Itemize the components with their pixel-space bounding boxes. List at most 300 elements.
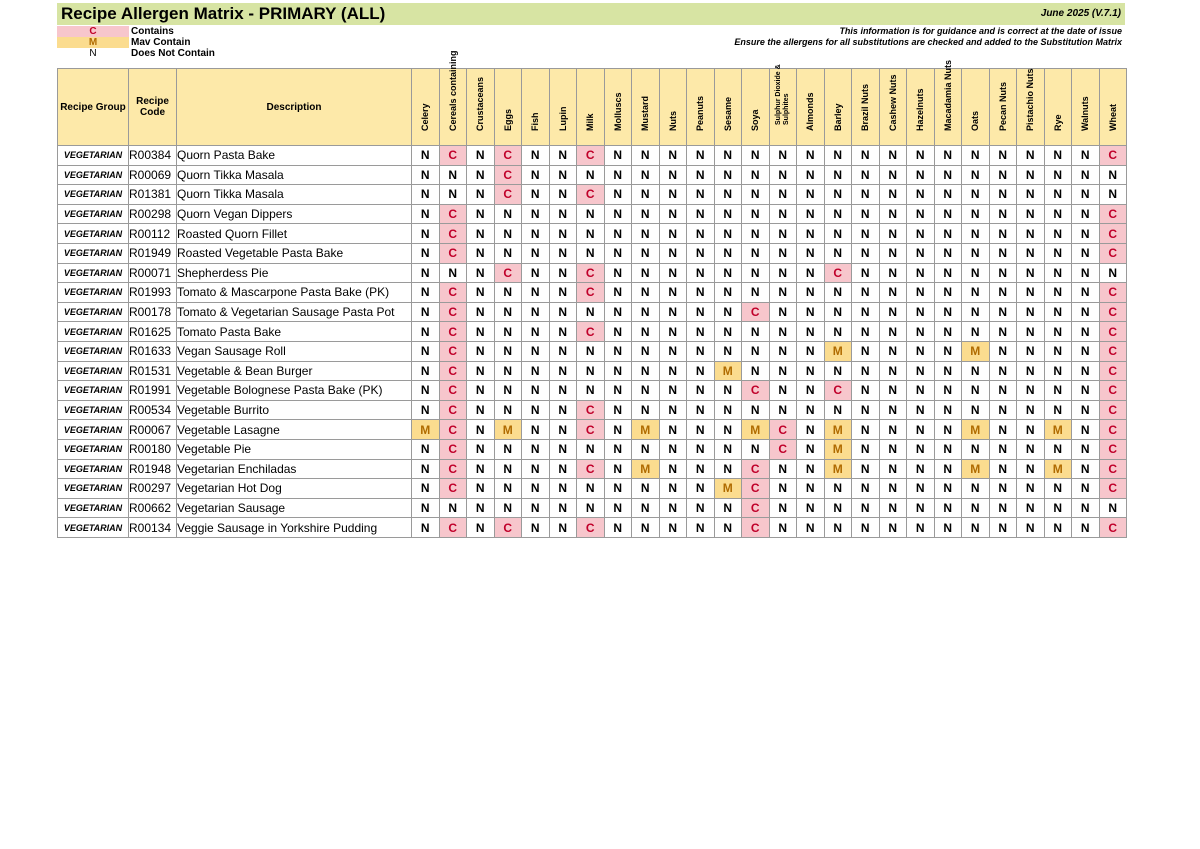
allergen-value-cell: N	[962, 381, 990, 401]
allergen-value-cell: N	[989, 224, 1017, 244]
allergen-value-cell: N	[742, 341, 770, 361]
allergen-value-cell: N	[1017, 224, 1045, 244]
allergen-value-cell: N	[742, 243, 770, 263]
allergen-value-cell: N	[1072, 146, 1100, 166]
allergen-label: Walnuts	[1080, 96, 1091, 131]
allergen-value-cell: N	[522, 204, 550, 224]
table-header-row	[58, 69, 1127, 146]
allergen-value-cell: N	[467, 381, 495, 401]
allergen-value-cell: N	[989, 263, 1017, 283]
recipe-code-cell: R01991	[129, 381, 177, 401]
allergen-value-cell: N	[522, 302, 550, 322]
column-header-allergen	[907, 69, 935, 146]
allergen-value-cell: N	[549, 185, 577, 205]
allergen-value-cell: N	[824, 185, 852, 205]
allergen-value-cell: C	[577, 185, 605, 205]
allergen-value-cell: N	[852, 243, 880, 263]
allergen-value-cell: N	[632, 243, 660, 263]
allergen-value-cell: C	[439, 204, 467, 224]
allergen-value-cell: C	[439, 420, 467, 440]
allergen-value-cell: N	[522, 322, 550, 342]
allergen-value-cell: N	[879, 263, 907, 283]
allergen-value-cell: N	[797, 341, 825, 361]
allergen-value-cell: N	[549, 420, 577, 440]
recipe-code-cell: R01948	[129, 459, 177, 479]
allergen-value-cell: N	[852, 146, 880, 166]
table-body	[58, 146, 1127, 538]
recipe-group-cell: VEGETARIAN	[58, 146, 129, 166]
allergen-value-cell: N	[549, 224, 577, 244]
allergen-value-cell: M	[632, 420, 660, 440]
allergen-value-cell: N	[522, 341, 550, 361]
allergen-value-cell: N	[714, 146, 742, 166]
allergen-value-cell: N	[989, 361, 1017, 381]
allergen-value-cell: N	[1099, 498, 1127, 518]
allergen-value-cell: N	[1017, 459, 1045, 479]
allergen-value-cell: N	[604, 146, 632, 166]
allergen-value-cell: N	[1017, 185, 1045, 205]
recipe-group-cell: VEGETARIAN	[58, 400, 129, 420]
allergen-value-cell: N	[412, 518, 440, 538]
allergen-value-cell: N	[1044, 479, 1072, 499]
allergen-value-cell: N	[797, 165, 825, 185]
allergen-value-cell: C	[577, 322, 605, 342]
column-header-allergen	[962, 69, 990, 146]
allergen-label: Pistachio Nuts	[1025, 68, 1036, 131]
allergen-label: Cashew Nuts	[887, 74, 898, 131]
allergen-value-cell: C	[1099, 479, 1127, 499]
allergen-value-cell: N	[797, 439, 825, 459]
allergen-value-cell: N	[494, 498, 522, 518]
allergen-value-cell: N	[907, 361, 935, 381]
allergen-value-cell: N	[962, 322, 990, 342]
allergen-value-cell: N	[632, 322, 660, 342]
allergen-value-cell: N	[659, 185, 687, 205]
title-bar	[57, 3, 1125, 25]
allergen-value-cell: N	[934, 518, 962, 538]
allergen-value-cell: N	[824, 361, 852, 381]
allergen-value-cell: N	[934, 479, 962, 499]
allergen-label: Wheat	[1107, 104, 1118, 131]
allergen-value-cell: N	[934, 165, 962, 185]
allergen-value-cell: N	[412, 400, 440, 420]
allergen-value-cell: N	[1044, 361, 1072, 381]
allergen-label: Sesame	[722, 96, 733, 131]
allergen-label: Celery	[420, 103, 431, 131]
allergen-value-cell: N	[962, 165, 990, 185]
recipe-description-cell: Quorn Pasta Bake	[177, 146, 412, 166]
allergen-value-cell: N	[659, 459, 687, 479]
allergen-value-cell: N	[467, 420, 495, 440]
allergen-value-cell: N	[879, 420, 907, 440]
allergen-value-cell: C	[1099, 420, 1127, 440]
allergen-value-cell: C	[494, 263, 522, 283]
allergen-value-cell: C	[824, 263, 852, 283]
allergen-value-cell: C	[1099, 224, 1127, 244]
allergen-value-cell: N	[412, 498, 440, 518]
allergen-value-cell: N	[549, 381, 577, 401]
allergen-value-cell: N	[604, 459, 632, 479]
allergen-value-cell: N	[549, 341, 577, 361]
legend-key: M	[57, 37, 129, 48]
allergen-value-cell: N	[467, 361, 495, 381]
allergen-value-cell: N	[797, 243, 825, 263]
allergen-value-cell: N	[687, 400, 715, 420]
allergen-value-cell: N	[522, 243, 550, 263]
allergen-value-cell: N	[467, 224, 495, 244]
allergen-value-cell: N	[412, 381, 440, 401]
allergen-value-cell: N	[879, 518, 907, 538]
allergen-value-cell: N	[1072, 341, 1100, 361]
recipe-group-cell: VEGETARIAN	[58, 302, 129, 322]
recipe-group-cell: VEGETARIAN	[58, 361, 129, 381]
allergen-value-cell: N	[742, 439, 770, 459]
legend-label: Mav Contain	[131, 37, 191, 48]
table-row	[58, 459, 1127, 479]
allergen-value-cell: C	[742, 479, 770, 499]
allergen-value-cell: N	[659, 322, 687, 342]
allergen-value-cell: N	[934, 204, 962, 224]
allergen-value-cell: N	[852, 165, 880, 185]
recipe-description-cell: Vegetarian Hot Dog	[177, 479, 412, 499]
allergen-value-cell: N	[769, 459, 797, 479]
allergen-value-cell: N	[962, 185, 990, 205]
allergen-value-cell: N	[989, 518, 1017, 538]
allergen-value-cell: N	[824, 498, 852, 518]
allergen-value-cell: N	[714, 204, 742, 224]
allergen-value-cell: N	[687, 146, 715, 166]
column-header-allergen	[797, 69, 825, 146]
allergen-value-cell: N	[467, 263, 495, 283]
allergen-value-cell: N	[852, 518, 880, 538]
allergen-value-cell: N	[852, 263, 880, 283]
allergen-value-cell: N	[522, 498, 550, 518]
table-row	[58, 439, 1127, 459]
allergen-value-cell: N	[852, 459, 880, 479]
table-row	[58, 204, 1127, 224]
allergen-value-cell: N	[989, 302, 1017, 322]
allergen-value-cell: N	[824, 283, 852, 303]
recipe-code-cell: R00067	[129, 420, 177, 440]
allergen-value-cell: N	[522, 479, 550, 499]
allergen-value-cell: N	[907, 302, 935, 322]
allergen-value-cell: N	[494, 224, 522, 244]
recipe-description-cell: Vegan Sausage Roll	[177, 341, 412, 361]
allergen-value-cell: N	[1044, 185, 1072, 205]
allergen-value-cell: N	[714, 381, 742, 401]
allergen-value-cell: N	[1044, 400, 1072, 420]
recipe-description-cell: Vegetable Bolognese Pasta Bake (PK)	[177, 381, 412, 401]
column-header-allergen	[1072, 69, 1100, 146]
allergen-value-cell: N	[549, 243, 577, 263]
recipe-description-cell: Tomato & Vegetarian Sausage Pasta Pot	[177, 302, 412, 322]
allergen-value-cell: N	[1072, 361, 1100, 381]
table-row	[58, 498, 1127, 518]
allergen-value-cell: N	[1017, 322, 1045, 342]
allergen-value-cell: N	[659, 518, 687, 538]
allergen-value-cell: N	[1044, 302, 1072, 322]
allergen-value-cell: N	[494, 204, 522, 224]
allergen-value-cell: N	[797, 400, 825, 420]
allergen-value-cell: N	[1017, 243, 1045, 263]
recipe-group-cell: VEGETARIAN	[58, 381, 129, 401]
allergen-value-cell: N	[494, 322, 522, 342]
allergen-value-cell: N	[934, 224, 962, 244]
allergen-value-cell: N	[632, 479, 660, 499]
allergen-value-cell: N	[879, 479, 907, 499]
allergen-value-cell: N	[879, 146, 907, 166]
allergen-value-cell: N	[879, 165, 907, 185]
allergen-value-cell: N	[824, 146, 852, 166]
recipe-group-cell: VEGETARIAN	[58, 459, 129, 479]
allergen-value-cell: C	[742, 498, 770, 518]
allergen-value-cell: N	[824, 165, 852, 185]
allergen-value-cell: N	[879, 243, 907, 263]
recipe-description-cell: Vegetable & Bean Burger	[177, 361, 412, 381]
allergen-value-cell: N	[604, 243, 632, 263]
column-header-allergen	[989, 69, 1017, 146]
allergen-value-cell: N	[797, 302, 825, 322]
allergen-value-cell: N	[714, 263, 742, 283]
allergen-value-cell: M	[714, 479, 742, 499]
allergen-value-cell: N	[989, 185, 1017, 205]
table-row	[58, 302, 1127, 322]
table-row	[58, 224, 1127, 244]
legend-item-contains	[57, 26, 215, 37]
allergen-value-cell: N	[852, 479, 880, 499]
allergen-value-cell: N	[604, 263, 632, 283]
allergen-value-cell: N	[797, 479, 825, 499]
allergen-value-cell: C	[439, 243, 467, 263]
recipe-code-cell: R00297	[129, 479, 177, 499]
allergen-value-cell: N	[934, 322, 962, 342]
allergen-value-cell: N	[412, 224, 440, 244]
allergen-value-cell: C	[742, 459, 770, 479]
column-header-allergen	[659, 69, 687, 146]
allergen-value-cell: N	[1017, 400, 1045, 420]
recipe-code-cell: R00180	[129, 439, 177, 459]
table-row	[58, 479, 1127, 499]
allergen-value-cell: N	[604, 302, 632, 322]
recipe-code-cell: R01381	[129, 185, 177, 205]
allergen-value-cell: N	[439, 498, 467, 518]
allergen-value-cell: N	[522, 361, 550, 381]
allergen-value-cell: N	[632, 518, 660, 538]
recipe-code-cell: R01993	[129, 283, 177, 303]
allergen-value-cell: N	[989, 165, 1017, 185]
allergen-value-cell: M	[1044, 420, 1072, 440]
allergen-value-cell: C	[439, 341, 467, 361]
recipe-group-cell: VEGETARIAN	[58, 263, 129, 283]
allergen-value-cell: N	[687, 439, 715, 459]
allergen-value-cell: N	[632, 185, 660, 205]
allergen-value-cell: N	[934, 400, 962, 420]
allergen-value-cell: N	[494, 361, 522, 381]
allergen-value-cell: N	[742, 204, 770, 224]
allergen-value-cell: N	[687, 420, 715, 440]
allergen-value-cell: N	[632, 146, 660, 166]
allergen-label: Rye	[1052, 114, 1063, 131]
allergen-value-cell: N	[907, 224, 935, 244]
allergen-value-cell: N	[714, 185, 742, 205]
allergen-value-cell: C	[1099, 381, 1127, 401]
recipe-description-cell: Vegetable Burrito	[177, 400, 412, 420]
allergen-label: Almonds	[805, 92, 816, 131]
allergen-value-cell: N	[769, 302, 797, 322]
column-header-allergen	[1017, 69, 1045, 146]
allergen-value-cell: N	[907, 263, 935, 283]
allergen-value-cell: N	[577, 302, 605, 322]
allergen-value-cell: N	[577, 479, 605, 499]
allergen-value-cell: N	[852, 302, 880, 322]
allergen-value-cell: N	[522, 165, 550, 185]
legend	[57, 26, 215, 59]
allergen-value-cell: N	[467, 146, 495, 166]
allergen-value-cell: N	[934, 185, 962, 205]
column-header-allergen	[742, 69, 770, 146]
recipe-code-cell: R01531	[129, 361, 177, 381]
allergen-value-cell: N	[797, 381, 825, 401]
allergen-value-cell: N	[522, 381, 550, 401]
allergen-value-cell: N	[632, 224, 660, 244]
allergen-value-cell: N	[934, 243, 962, 263]
allergen-value-cell: N	[1044, 518, 1072, 538]
allergen-value-cell: N	[549, 146, 577, 166]
column-header-allergen	[549, 69, 577, 146]
allergen-value-cell: N	[467, 459, 495, 479]
recipe-code-cell: R00178	[129, 302, 177, 322]
allergen-value-cell: N	[632, 381, 660, 401]
allergen-value-cell: N	[412, 341, 440, 361]
allergen-value-cell: C	[1099, 361, 1127, 381]
allergen-value-cell: N	[494, 243, 522, 263]
allergen-value-cell: N	[1017, 361, 1045, 381]
allergen-value-cell: N	[907, 381, 935, 401]
recipe-code-cell: R00662	[129, 498, 177, 518]
allergen-value-cell: N	[687, 322, 715, 342]
allergen-value-cell: N	[467, 439, 495, 459]
allergen-value-cell: N	[604, 400, 632, 420]
allergen-value-cell: N	[797, 146, 825, 166]
allergen-value-cell: N	[824, 243, 852, 263]
column-header-allergen	[412, 69, 440, 146]
allergen-value-cell: M	[824, 341, 852, 361]
allergen-label: Cereals containing	[447, 50, 458, 131]
allergen-label: Crustaceans	[475, 76, 486, 131]
allergen-value-cell: N	[1072, 224, 1100, 244]
allergen-value-cell: N	[852, 420, 880, 440]
allergen-value-cell: N	[742, 224, 770, 244]
allergen-value-cell: N	[549, 283, 577, 303]
column-header-allergen	[522, 69, 550, 146]
allergen-value-cell: N	[659, 302, 687, 322]
allergen-value-cell: C	[577, 400, 605, 420]
allergen-value-cell: N	[494, 479, 522, 499]
allergen-value-cell: N	[934, 263, 962, 283]
allergen-value-cell: N	[659, 263, 687, 283]
column-header-allergen	[1099, 69, 1127, 146]
allergen-value-cell: N	[852, 341, 880, 361]
allergen-label: Lupin	[557, 106, 568, 131]
allergen-value-cell: N	[1017, 420, 1045, 440]
allergen-value-cell: N	[1044, 243, 1072, 263]
recipe-group-cell: VEGETARIAN	[58, 420, 129, 440]
recipe-description-cell: Tomato & Mascarpone Pasta Bake (PK)	[177, 283, 412, 303]
allergen-value-cell: N	[769, 322, 797, 342]
allergen-value-cell: N	[604, 381, 632, 401]
allergen-value-cell: N	[852, 224, 880, 244]
allergen-value-cell: N	[907, 283, 935, 303]
legend-label: Contains	[131, 26, 174, 37]
allergen-value-cell: N	[714, 165, 742, 185]
recipe-description-cell: Quorn Tikka Masala	[177, 185, 412, 205]
allergen-value-cell: N	[742, 263, 770, 283]
allergen-value-cell: N	[962, 361, 990, 381]
allergen-value-cell: N	[522, 420, 550, 440]
allergen-value-cell: N	[934, 283, 962, 303]
allergen-value-cell: N	[769, 361, 797, 381]
recipe-code-cell: R00069	[129, 165, 177, 185]
allergen-value-cell: N	[1017, 439, 1045, 459]
allergen-value-cell: N	[797, 185, 825, 205]
allergen-value-cell: C	[439, 283, 467, 303]
legend-label: Does Not Contain	[131, 48, 215, 59]
allergen-value-cell: N	[687, 165, 715, 185]
allergen-value-cell: N	[632, 204, 660, 224]
allergen-value-cell: C	[494, 146, 522, 166]
allergen-value-cell: N	[494, 459, 522, 479]
allergen-value-cell: N	[549, 263, 577, 283]
allergen-value-cell: N	[907, 420, 935, 440]
allergen-value-cell: N	[439, 263, 467, 283]
allergen-value-cell: N	[934, 341, 962, 361]
allergen-value-cell: C	[742, 381, 770, 401]
allergen-value-cell: N	[797, 204, 825, 224]
allergen-value-cell: N	[494, 341, 522, 361]
allergen-value-cell: C	[577, 459, 605, 479]
allergen-value-cell: N	[742, 165, 770, 185]
allergen-value-cell: N	[494, 439, 522, 459]
allergen-value-cell: C	[577, 283, 605, 303]
allergen-value-cell: N	[852, 498, 880, 518]
allergen-value-cell: N	[907, 439, 935, 459]
allergen-value-cell: N	[769, 283, 797, 303]
allergen-value-cell: N	[797, 283, 825, 303]
allergen-value-cell: N	[604, 204, 632, 224]
allergen-value-cell: N	[962, 224, 990, 244]
allergen-value-cell: C	[439, 381, 467, 401]
allergen-value-cell: N	[962, 439, 990, 459]
allergen-value-cell: N	[549, 459, 577, 479]
allergen-value-cell: M	[1044, 459, 1072, 479]
allergen-value-cell: N	[494, 400, 522, 420]
recipe-description-cell: Vegetarian Sausage	[177, 498, 412, 518]
recipe-code-cell: R00298	[129, 204, 177, 224]
allergen-value-cell: C	[439, 479, 467, 499]
allergen-label: Milk	[585, 113, 596, 131]
allergen-value-cell: N	[522, 146, 550, 166]
allergen-value-cell: N	[797, 322, 825, 342]
allergen-value-cell: N	[687, 361, 715, 381]
allergen-label: Brazil Nuts	[860, 83, 871, 131]
allergen-value-cell: N	[577, 381, 605, 401]
allergen-value-cell: N	[659, 439, 687, 459]
allergen-label: Soya	[750, 109, 761, 131]
table-row	[58, 381, 1127, 401]
allergen-value-cell: N	[577, 341, 605, 361]
allergen-value-cell: N	[797, 224, 825, 244]
guidance-note: This information is for guidance and is correct at the date of issue	[839, 26, 1122, 36]
